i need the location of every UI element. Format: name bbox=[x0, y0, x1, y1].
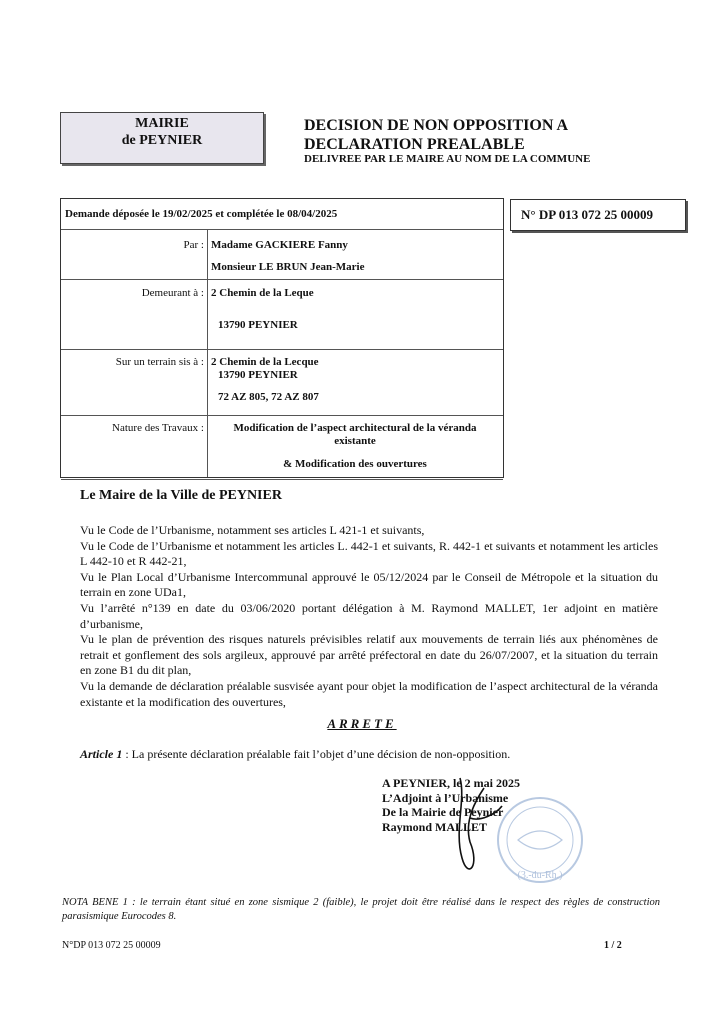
row-par bbox=[61, 229, 503, 280]
footer-reference: N°DP 013 072 25 00009 bbox=[62, 940, 161, 951]
terrain-value-3: 72 AZ 805, 72 AZ 807 bbox=[218, 391, 319, 403]
terrain-value-1: 2 Chemin de la Lecque bbox=[211, 356, 319, 368]
visa-5: Vu le plan de prévention des risques naturels prévisibles relatif aux mouvements de terrain liés aux phénomènes de retrait et gonflement des sols argileux, approuvé par arrêté préfectoral en date du 26/07/2007, et la situation du terrain en zone B1 du dit plan, bbox=[80, 632, 658, 678]
title-line1: DECISION DE NON OPPOSITION A bbox=[304, 117, 569, 134]
demande-text: Demande déposée le 19/02/2025 et complétée le 08/04/2025 bbox=[65, 208, 338, 220]
demeurant-label: Demeurant à : bbox=[141, 287, 204, 299]
nature-value-3: & Modification des ouvertures bbox=[283, 458, 427, 470]
request-form bbox=[60, 198, 504, 478]
terrain-label: Sur un terrain sis à : bbox=[115, 356, 204, 368]
visa-6: Vu la demande de déclaration préalable susvisée ayant pour objet la modification de l’aspect architectural de la véranda existante et la modification des ouvertures, bbox=[80, 678, 658, 709]
maire-heading: Le Maire de la Ville de PEYNIER bbox=[80, 488, 282, 503]
nature-value-1: Modification de l’aspect architectural de la véranda bbox=[233, 422, 477, 434]
mairie-line1: MAIRIE bbox=[135, 116, 189, 131]
title-line2: DECLARATION PREALABLE bbox=[304, 136, 525, 153]
signature-place-date: A PEYNIER, le 2 mai 2025 bbox=[382, 776, 520, 790]
page-number: 1 / 2 bbox=[604, 940, 622, 951]
terrain-value-2: 13790 PEYNIER bbox=[218, 369, 298, 381]
reference-box: N° DP 013 072 25 00009 bbox=[510, 199, 686, 231]
signature-mairie: De la Mairie de Peynier bbox=[382, 805, 504, 820]
row-terrain bbox=[61, 349, 503, 416]
par-label: Par : bbox=[183, 239, 204, 251]
document-title bbox=[304, 116, 568, 154]
signature-name: Raymond MALLET bbox=[382, 819, 488, 834]
signature-block bbox=[382, 776, 520, 834]
nota-bene: NOTA BENE 1 : le terrain étant situé en zone sismique 2 (faible), le projet doit être réalisé dans le respect des règles de construction parasismique Eurocodes 8. bbox=[62, 897, 660, 922]
stamp-text: (3.-du-Rh.) bbox=[517, 870, 563, 881]
nature-value-2: existante bbox=[334, 435, 376, 447]
row-demande bbox=[61, 199, 503, 230]
arrete-heading: ARRETE bbox=[327, 716, 397, 731]
article-label: Article 1 bbox=[80, 747, 123, 761]
article-text: : La présente déclaration préalable fait l’objet d’une décision de non-opposition. bbox=[122, 747, 511, 761]
form-divider bbox=[207, 229, 208, 477]
nature-label: Nature des Travaux : bbox=[112, 422, 204, 434]
demeurant-value-1: 2 Chemin de la Leque bbox=[211, 287, 314, 299]
visa-2: Vu le Code de l’Urbanisme et notamment les articles L. 442-1 et suivants, R. 442-1 et suivants et notamment les articles L 442-10 et R 442-21, bbox=[80, 538, 658, 569]
row-demeurant bbox=[61, 279, 503, 350]
visa-4: Vu l’arrêté n°139 en date du 03/06/2020 portant délégation à M. Raymond MALLET, 1er adjoint en matière d’urbanisme, bbox=[80, 600, 658, 631]
par-value-2: Monsieur LE BRUN Jean-Marie bbox=[211, 261, 365, 273]
visa-3: Vu le Plan Local d’Urbanisme Intercommunal approuvé le 05/12/2024 par le Conseil de Métropole et la situation du terrain en zone UDa1, bbox=[80, 569, 658, 600]
mairie-box bbox=[60, 112, 264, 164]
visas-block bbox=[80, 523, 658, 710]
signature-role: L’Adjoint à l’Urbanisme bbox=[382, 790, 509, 805]
mairie-line2: de PEYNIER bbox=[121, 133, 203, 148]
row-nature bbox=[61, 415, 503, 480]
article-1 bbox=[80, 747, 510, 762]
demeurant-value-2: 13790 PEYNIER bbox=[218, 319, 298, 331]
par-value-1: Madame GACKIERE Fanny bbox=[211, 239, 348, 251]
visa-1: Vu le Code de l’Urbanisme, notamment ses articles L 421-1 et suivants, bbox=[80, 523, 425, 537]
document-subtitle: DELIVREE PAR LE MAIRE AU NOM DE LA COMMUNE bbox=[304, 153, 591, 165]
